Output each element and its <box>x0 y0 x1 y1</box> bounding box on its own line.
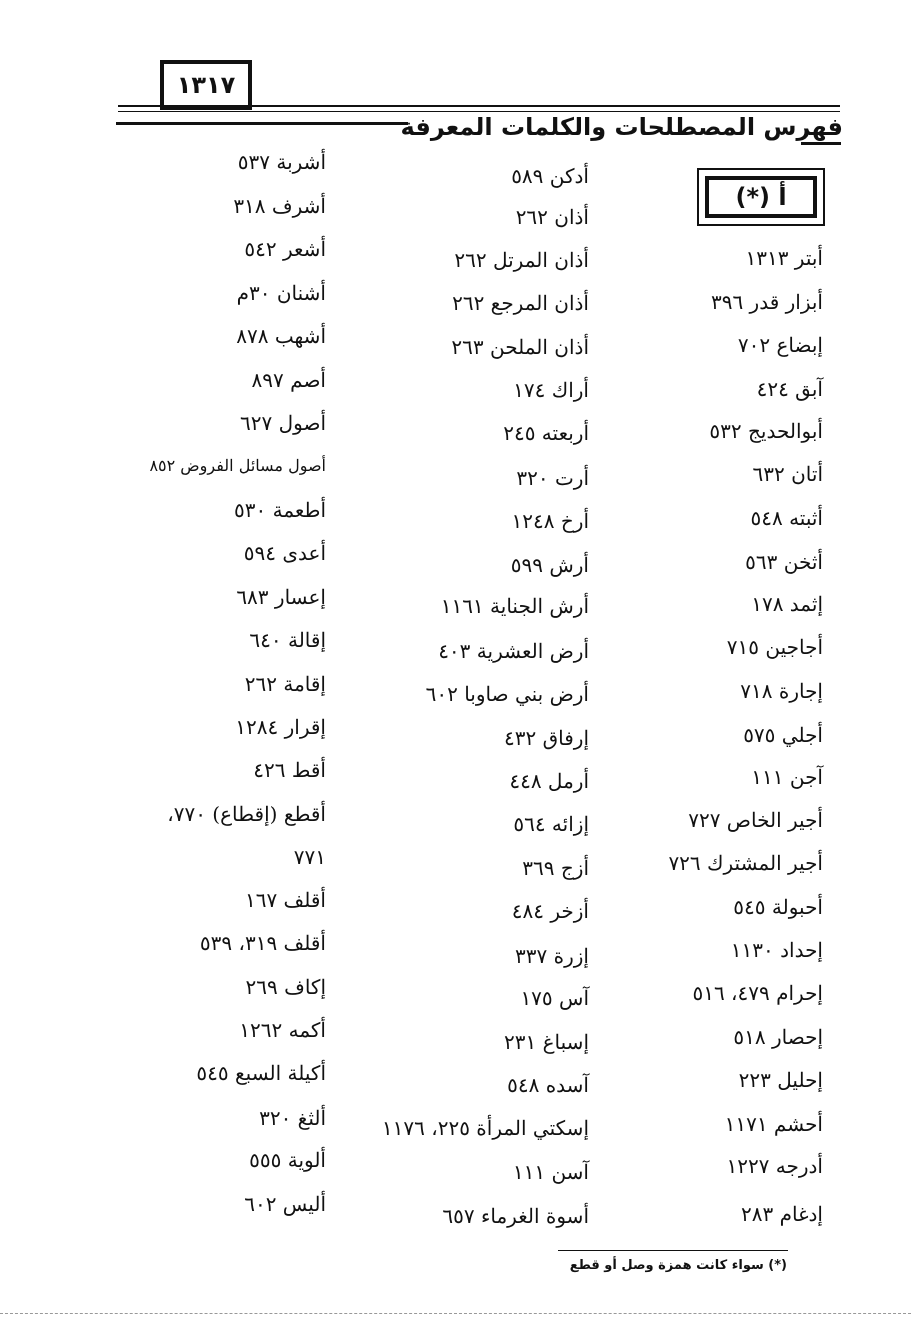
index-entry: أطعمة ٥٣٠ <box>234 498 326 522</box>
index-entry: ألثغ ٣٢٠ <box>259 1106 326 1130</box>
index-entry: أرض العشرية ٤٠٣ <box>438 639 589 663</box>
index-entry: أزخر ٤٨٤ <box>511 899 589 923</box>
index-entry: أرخ ١٢٤٨ <box>511 509 589 533</box>
index-entry: أشنان ٣٠م <box>236 281 326 305</box>
index-entry: أجير المشترك ٧٢٦ <box>668 851 823 875</box>
index-entry: إسكتي المرأة ٢٢٥، ١١٧٦ <box>381 1116 589 1140</box>
header-dash <box>116 122 408 125</box>
index-entry: أقط ٤٢٦ <box>253 758 326 782</box>
header-rule <box>118 105 840 107</box>
index-entry: أثبته ٥٤٨ <box>750 506 823 530</box>
index-entry: أرش ٥٩٩ <box>510 553 589 577</box>
index-entry: أذان الملحن ٢٦٣ <box>451 335 589 359</box>
index-entry: أراك ١٧٤ <box>513 378 589 402</box>
index-entry: أكيلة السبع ٥٤٥ <box>196 1061 326 1085</box>
index-entry: إدغام ٢٨٣ <box>741 1202 823 1226</box>
header-dash <box>801 142 841 145</box>
index-entry: أدكن ٥٨٩ <box>511 164 589 188</box>
index-entry: أقلف ١٦٧ <box>244 888 326 912</box>
index-entry: إقرار ١٢٨٤ <box>235 715 326 739</box>
index-entry: ٧٧١ <box>293 845 326 869</box>
index-entry: أليس ٦٠٢ <box>244 1192 326 1216</box>
index-entry: أبتر ١٣١٣ <box>745 246 823 270</box>
index-entry: إثمد ١٧٨ <box>751 592 823 616</box>
index-entry: أذان المرتل ٢٦٢ <box>454 248 589 272</box>
index-entry: آسن ١١١ <box>512 1160 589 1184</box>
index-entry: أصول مسائل الفروض ٨٥٢ <box>149 456 326 475</box>
index-entry: إقامة ٢٦٢ <box>244 672 326 696</box>
page-title: فهرس المصطلحات والكلمات المعرفة <box>400 113 843 141</box>
index-entry: أدرجه ١٢٢٧ <box>726 1154 823 1178</box>
footnote-rule <box>558 1250 788 1251</box>
index-entry: إحليل ٢٢٣ <box>738 1068 823 1092</box>
index-entry: إحصار ٥١٨ <box>733 1025 823 1049</box>
index-entry: إرفاق ٤٣٢ <box>504 726 589 750</box>
index-entry: أكمه ١٢٦٢ <box>239 1018 326 1042</box>
index-entry: آسده ٥٤٨ <box>507 1073 589 1097</box>
page-number-box <box>160 60 252 110</box>
index-entry: آبق ٤٢٤ <box>756 377 823 401</box>
index-entry: أزج ٣٦٩ <box>522 856 589 880</box>
index-entry: أشربة ٥٣٧ <box>237 150 326 174</box>
index-entry: أبزار قدر ٣٩٦ <box>710 290 823 314</box>
index-entry: أقلف ٣١٩، ٥٣٩ <box>199 931 326 955</box>
index-entry: إعسار ٦٨٣ <box>236 585 326 609</box>
index-entry: أذان المرجع ٢٦٢ <box>452 291 589 315</box>
index-entry: أشرف ٣١٨ <box>233 194 326 218</box>
page-bottom-edge <box>0 1313 911 1314</box>
page-number: ١٣١٧ <box>176 71 236 99</box>
index-entry: ألوية ٥٥٥ <box>249 1148 326 1172</box>
index-entry: أحشم ١١٧١ <box>724 1112 823 1136</box>
index-entry: إسباغ ٢٣١ <box>504 1030 589 1054</box>
index-entry: إقالة ٦٤٠ <box>249 628 326 652</box>
index-entry: أقطع (إقطاع) ٧٧٠، <box>167 802 326 826</box>
index-entry: أحبولة ٥٤٥ <box>733 895 823 919</box>
index-entry: أذان ٢٦٢ <box>515 205 589 229</box>
index-entry: أعدى ٥٩٤ <box>243 541 326 565</box>
index-entry: أشعر ٥٤٢ <box>244 237 326 261</box>
footnote: (*) سواء كانت همزة وصل أو قطع <box>569 1258 787 1273</box>
index-entry: أجاجين ٧١٥ <box>726 635 823 659</box>
index-entry: أجلي ٥٧٥ <box>743 723 823 747</box>
index-entry: أصم ٨٩٧ <box>251 368 326 392</box>
index-entry: إحرام ٤٧٩، ٥١٦ <box>692 981 823 1005</box>
index-entry: أسوة الغرماء ٦٥٧ <box>442 1204 589 1228</box>
index-entry: إبضاع ٧٠٢ <box>737 333 823 357</box>
index-entry: أرش الجناية ١١٦١ <box>440 594 589 618</box>
index-entry: إزرة ٣٣٧ <box>515 944 589 968</box>
index-entry: أشهب ٨٧٨ <box>236 324 326 348</box>
index-entry: آس ١٧٥ <box>520 986 589 1010</box>
index-entry: إجارة ٧١٨ <box>740 679 823 703</box>
index-entry: أرت ٣٢٠ <box>516 466 589 490</box>
index-entry: أبوالحديج ٥٣٢ <box>709 419 823 443</box>
index-entry: آجن ١١١ <box>751 765 823 789</box>
index-entry: إحداد ١١٣٠ <box>730 938 823 962</box>
header-rule <box>118 111 840 112</box>
section-letter: أ (*) <box>705 176 817 218</box>
index-entry: أثخن ٥٦٣ <box>745 550 823 574</box>
index-entry: أجير الخاص ٧٢٧ <box>688 808 823 832</box>
section-letter-box <box>697 168 825 226</box>
index-entry: أرض بني صاوبا ٦٠٢ <box>425 682 589 706</box>
index-entry: أرمل ٤٤٨ <box>509 769 589 793</box>
index-entry: أربعته ٢٤٥ <box>503 421 589 445</box>
index-entry: أصول ٦٢٧ <box>240 411 326 435</box>
index-entry: إكاف ٢٦٩ <box>245 975 326 999</box>
index-entry: أتان ٦٣٢ <box>752 462 823 486</box>
index-entry: إزائه ٥٦٤ <box>513 812 589 836</box>
